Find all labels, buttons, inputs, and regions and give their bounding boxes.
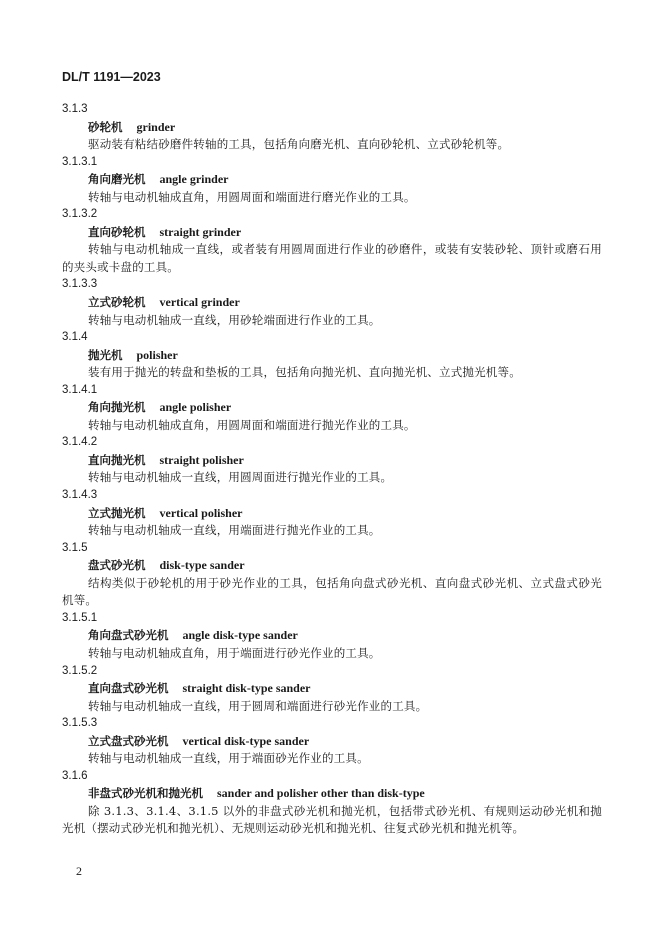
term-heading bbox=[62, 294, 602, 312]
term-definition: 装有用于抛光的转盘和垫板的工具，包括角向抛光机、直向抛光机、立式抛光机等。 bbox=[88, 365, 521, 380]
term-chinese: 立式盘式砂光机 bbox=[88, 733, 169, 748]
term-chinese: 非盘式砂光机和抛光机 bbox=[88, 786, 203, 801]
clause-number: 3.1.3.3 bbox=[62, 278, 98, 291]
clause-number: 3.1.5.1 bbox=[62, 611, 98, 624]
term-heading bbox=[62, 347, 602, 365]
clause-number: 3.1.3.1 bbox=[62, 155, 98, 168]
term-entry bbox=[62, 434, 602, 487]
term-definition: 转轴与电动机轴成直角，用圆周面和端面进行磨光作业的工具。 bbox=[88, 189, 416, 204]
term-heading bbox=[62, 557, 602, 575]
term-english: sander and polisher other than disk-type bbox=[217, 786, 425, 801]
term-english: polisher bbox=[136, 347, 178, 362]
term-chinese: 直向抛光机 bbox=[88, 452, 146, 467]
term-entry bbox=[62, 768, 602, 838]
term-english: straight grinder bbox=[159, 224, 242, 239]
term-heading bbox=[62, 680, 602, 698]
term-entry bbox=[62, 610, 602, 663]
clause-number: 3.1.5 bbox=[62, 541, 88, 554]
term-heading bbox=[62, 119, 602, 137]
term-chinese: 直向砂轮机 bbox=[88, 224, 146, 239]
term-heading bbox=[62, 452, 602, 470]
term-english: vertical disk-type sander bbox=[182, 733, 310, 748]
term-definition: 转轴与电动机轴成一直线，用于端面砂光作业的工具。 bbox=[88, 751, 369, 766]
term-english: angle grinder bbox=[159, 172, 229, 187]
term-english: disk-type sander bbox=[159, 558, 245, 573]
term-definition: 除 3.1.3、3.1.4、3.1.5 以外的非盘式砂光机和抛光机，包括带式砂光机、有规则运动砂光机和抛光机（摆动式砂光机和抛光机）、无规则运动砂光机和抛光机、往复式砂光机和抛光机等。 bbox=[62, 803, 602, 836]
terms-list bbox=[62, 101, 602, 838]
clause-number: 3.1.6 bbox=[62, 769, 88, 782]
term-definition: 结构类似于砂轮机的用于砂光作业的工具，包括角向盘式砂光机、直向盘式砂光机、立式盘式砂光机等。 bbox=[62, 575, 602, 608]
term-heading bbox=[62, 224, 602, 242]
term-heading bbox=[62, 505, 602, 523]
term-definition: 转轴与电动机轴成直角，用于端面进行砂光作业的工具。 bbox=[88, 645, 381, 660]
term-entry bbox=[62, 663, 602, 716]
term-english: vertical grinder bbox=[159, 295, 240, 310]
term-heading bbox=[62, 785, 602, 803]
clause-number: 3.1.5.2 bbox=[62, 664, 98, 677]
term-entry bbox=[62, 154, 602, 207]
term-definition: 驱动装有粘结砂磨件转轴的工具，包括角向磨光机、直向砂轮机、立式砂轮机等。 bbox=[88, 137, 510, 152]
term-chinese: 立式砂轮机 bbox=[88, 295, 146, 310]
clause-number: 3.1.4.2 bbox=[62, 436, 98, 449]
term-english: vertical polisher bbox=[159, 505, 243, 520]
term-chinese: 直向盘式砂光机 bbox=[88, 681, 169, 696]
term-heading bbox=[62, 399, 602, 417]
term-definition: 转轴与电动机轴成一直线，用端面进行抛光作业的工具。 bbox=[88, 523, 381, 538]
term-chinese: 抛光机 bbox=[88, 347, 123, 362]
term-chinese: 立式抛光机 bbox=[88, 505, 146, 520]
term-entry bbox=[62, 487, 602, 540]
clause-number: 3.1.3.2 bbox=[62, 208, 98, 221]
term-english: straight disk-type sander bbox=[182, 681, 311, 696]
term-chinese: 角向抛光机 bbox=[88, 400, 146, 415]
term-entry bbox=[62, 540, 602, 610]
term-english: angle disk-type sander bbox=[182, 628, 298, 643]
term-entry bbox=[62, 382, 602, 435]
clause-number: 3.1.4.1 bbox=[62, 383, 98, 396]
term-heading bbox=[62, 627, 602, 645]
term-chinese: 角向盘式砂光机 bbox=[88, 628, 169, 643]
clause-number: 3.1.4 bbox=[62, 331, 88, 344]
clause-number: 3.1.3 bbox=[62, 103, 88, 115]
term-entry bbox=[62, 329, 602, 382]
term-chinese: 砂轮机 bbox=[88, 119, 123, 134]
term-definition: 转轴与电动机轴成一直线，用于圆周和端面进行砂光作业的工具。 bbox=[88, 698, 428, 713]
page-number: 2 bbox=[76, 864, 82, 878]
term-chinese: 角向磨光机 bbox=[88, 172, 146, 187]
term-chinese: 盘式砂光机 bbox=[88, 558, 146, 573]
standard-code: DL/T 1191—2023 bbox=[62, 70, 161, 84]
term-entry bbox=[62, 715, 602, 768]
term-entry bbox=[62, 101, 602, 154]
term-heading bbox=[62, 733, 602, 751]
term-definition: 转轴与电动机轴成一直线，用圆周面进行抛光作业的工具。 bbox=[88, 470, 393, 485]
term-definition: 转轴与电动机轴成一直线，或者装有用圆周面进行作业的砂磨件，或装有安装砂轮、顶针或磨石用的夹头或卡盘的工具。 bbox=[62, 242, 602, 274]
term-english: grinder bbox=[136, 119, 176, 134]
clause-number: 3.1.4.3 bbox=[62, 489, 98, 502]
term-entry bbox=[62, 276, 602, 329]
term-english: angle polisher bbox=[159, 400, 232, 415]
term-definition: 转轴与电动机轴成一直线，用砂轮端面进行作业的工具。 bbox=[88, 312, 381, 327]
clause-number: 3.1.5.3 bbox=[62, 717, 98, 730]
term-english: straight polisher bbox=[159, 452, 244, 467]
term-entry bbox=[62, 206, 602, 276]
term-definition: 转轴与电动机轴成直角，用圆周面和端面进行抛光作业的工具。 bbox=[88, 417, 416, 432]
term-heading bbox=[62, 171, 602, 189]
